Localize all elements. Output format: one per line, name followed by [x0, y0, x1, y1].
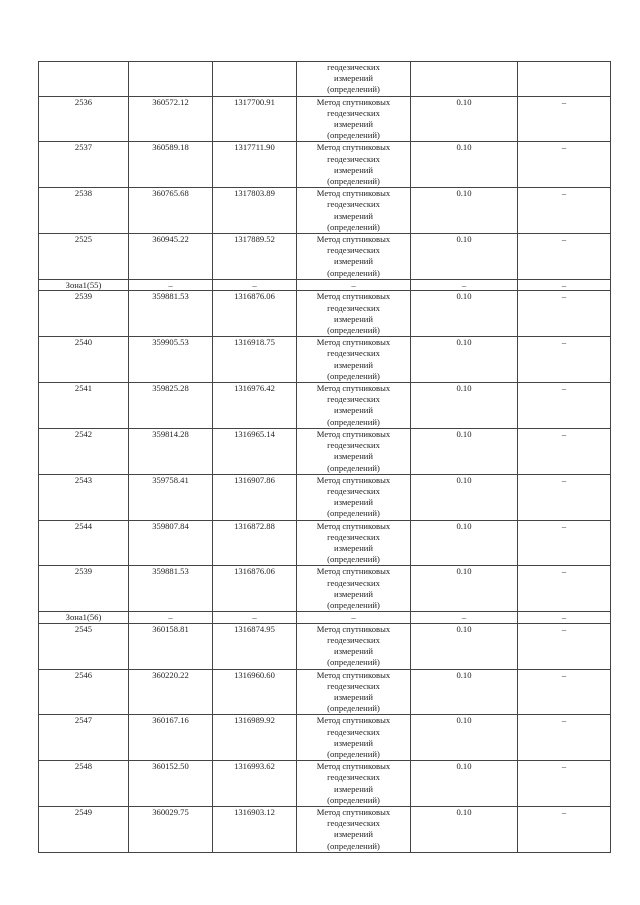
method-line: Метод спутниковых: [316, 291, 391, 302]
method-line: измерений: [333, 542, 374, 553]
method-line: Метод спутниковых: [316, 474, 391, 485]
accuracy-cell: 0.10: [411, 188, 518, 234]
table-row: [39, 623, 611, 669]
point-number-cell: 2544: [39, 520, 129, 566]
zone-dash-cell: –: [518, 612, 611, 624]
method-line: Метод спутниковых: [316, 337, 391, 348]
method-line: (определений): [327, 657, 380, 668]
table-row: [39, 337, 611, 383]
accuracy-cell: 0.10: [411, 428, 518, 474]
table-row: [39, 188, 611, 234]
x-coordinate-cell: 360152.50: [129, 761, 213, 807]
x-coordinate-cell: 360572.12: [129, 96, 213, 142]
point-cell: [39, 62, 129, 97]
accuracy-cell: 0.10: [411, 96, 518, 142]
method-line: геодезических: [327, 199, 380, 210]
method-cell: [297, 566, 411, 612]
method-cell: [297, 188, 411, 234]
table-row: [39, 761, 611, 807]
method-cell: [297, 474, 411, 520]
note-cell: –: [518, 337, 611, 383]
x-coordinate-cell: 359814.28: [129, 428, 213, 474]
method-line: Метод спутниковых: [316, 669, 391, 680]
note-cell: –: [518, 96, 611, 142]
x-coordinate-cell: 359881.53: [129, 566, 213, 612]
y-coordinate-cell: 1317889.52: [213, 234, 297, 280]
y-coordinate-cell: 1316918.75: [213, 337, 297, 383]
method-line: геодезических: [327, 440, 380, 451]
method-line: геодезических: [327, 680, 380, 691]
accuracy-cell: 0.10: [411, 142, 518, 188]
note-cell: –: [518, 669, 611, 715]
point-number-cell: 2543: [39, 474, 129, 520]
method-cell: [297, 142, 411, 188]
method-line: (определений): [327, 703, 380, 714]
table-row: [39, 715, 611, 761]
method-line: Метод спутниковых: [316, 96, 391, 107]
y-coordinate-cell: 1317711.90: [213, 142, 297, 188]
note-cell: –: [518, 806, 611, 852]
zone-dash-cell: –: [213, 612, 297, 624]
method-line: геодезических: [327, 153, 380, 164]
note-cell: –: [518, 761, 611, 807]
x-coordinate-cell: 360158.81: [129, 623, 213, 669]
method-line: (определений): [327, 794, 380, 805]
point-number-cell: 2546: [39, 669, 129, 715]
method-line: Метод спутниковых: [316, 806, 391, 817]
method-line: измерений: [333, 497, 374, 508]
method-line: (определений): [327, 84, 380, 95]
coordinates-table: [38, 61, 611, 853]
zone-dash-cell: –: [518, 279, 611, 291]
method-line: измерений: [333, 451, 374, 462]
accuracy-cell: 0.10: [411, 669, 518, 715]
zone-dash-cell: –: [297, 612, 411, 624]
point-number-cell: 2525: [39, 234, 129, 280]
y-coordinate-cell: 1316965.14: [213, 428, 297, 474]
table-row: [39, 474, 611, 520]
method-cell: [297, 669, 411, 715]
y-cell: [213, 62, 297, 97]
method-line: (определений): [327, 370, 380, 381]
y-coordinate-cell: 1317700.91: [213, 96, 297, 142]
table-row: [39, 806, 611, 852]
method-line: геодезических: [327, 394, 380, 405]
accuracy-cell: 0.10: [411, 383, 518, 429]
zone-dash-cell: –: [213, 279, 297, 291]
y-coordinate-cell: 1316876.06: [213, 291, 297, 337]
accuracy-cell: 0.10: [411, 806, 518, 852]
zone-row: [39, 279, 611, 291]
method-line: геодезических: [327, 634, 380, 645]
y-coordinate-cell: 1316874.95: [213, 623, 297, 669]
zone-label-cell: Зона1(55): [39, 279, 129, 291]
method-cell: [297, 62, 411, 97]
point-number-cell: 2536: [39, 96, 129, 142]
accuracy-cell: 0.10: [411, 566, 518, 612]
table-row: [39, 383, 611, 429]
note-cell: –: [518, 520, 611, 566]
method-line: (определений): [327, 599, 380, 610]
method-cell: [297, 806, 411, 852]
zone-label-cell: Зона1(56): [39, 612, 129, 624]
method-line: (определений): [327, 130, 380, 141]
method-line: Метод спутниковых: [316, 428, 391, 439]
table-row: [39, 291, 611, 337]
point-number-cell: 2537: [39, 142, 129, 188]
method-line: геодезических: [327, 772, 380, 783]
method-line: измерений: [333, 646, 374, 657]
x-coordinate-cell: 360765.68: [129, 188, 213, 234]
method-cell: [297, 715, 411, 761]
method-line: Метод спутниковых: [316, 383, 391, 394]
zone-dash-cell: –: [129, 612, 213, 624]
y-coordinate-cell: 1317803.89: [213, 188, 297, 234]
table-row: [39, 669, 611, 715]
method-line: (определений): [327, 462, 380, 473]
method-cell: [297, 291, 411, 337]
method-cell: [297, 337, 411, 383]
method-line: Метод спутниковых: [316, 142, 391, 153]
point-number-cell: 2540: [39, 337, 129, 383]
method-line: измерений: [333, 405, 374, 416]
table-row: [39, 234, 611, 280]
method-cell: [297, 520, 411, 566]
accuracy-cell: 0.10: [411, 715, 518, 761]
method-line: (определений): [327, 325, 380, 336]
x-coordinate-cell: 359881.53: [129, 291, 213, 337]
method-line: измерений: [333, 119, 374, 130]
method-line: измерений: [333, 256, 374, 267]
method-line: Метод спутниковых: [316, 520, 391, 531]
method-cell: [297, 428, 411, 474]
table-row: [39, 428, 611, 474]
method-line: (определений): [327, 221, 380, 232]
note-cell: –: [518, 291, 611, 337]
y-coordinate-cell: 1316903.12: [213, 806, 297, 852]
method-line: (определений): [327, 416, 380, 427]
method-line: измерений: [333, 313, 374, 324]
note-cell: –: [518, 428, 611, 474]
accuracy-cell: [411, 62, 518, 97]
note-cell: –: [518, 188, 611, 234]
x-coordinate-cell: 359807.84: [129, 520, 213, 566]
x-coordinate-cell: 359758.41: [129, 474, 213, 520]
point-number-cell: 2549: [39, 806, 129, 852]
method-line: геодезических: [327, 485, 380, 496]
y-coordinate-cell: 1316989.92: [213, 715, 297, 761]
method-cell: [297, 623, 411, 669]
x-coordinate-cell: 360220.22: [129, 669, 213, 715]
method-line: (определений): [327, 840, 380, 851]
note-cell: –: [518, 474, 611, 520]
note-cell: –: [518, 234, 611, 280]
zone-dash-cell: –: [129, 279, 213, 291]
method-line: измерений: [333, 588, 374, 599]
method-line: Метод спутниковых: [316, 188, 391, 199]
method-line: измерений: [333, 829, 374, 840]
note-cell: –: [518, 142, 611, 188]
point-number-cell: 2539: [39, 291, 129, 337]
accuracy-cell: 0.10: [411, 474, 518, 520]
method-line: измерений: [333, 73, 374, 84]
point-number-cell: 2547: [39, 715, 129, 761]
method-cell: [297, 96, 411, 142]
note-cell: –: [518, 383, 611, 429]
method-line: (определений): [327, 508, 380, 519]
accuracy-cell: 0.10: [411, 761, 518, 807]
method-line: измерений: [333, 737, 374, 748]
method-line: геодезических: [327, 62, 380, 72]
method-line: измерений: [333, 359, 374, 370]
method-line: Метод спутниковых: [316, 623, 391, 634]
y-coordinate-cell: 1316993.62: [213, 761, 297, 807]
zone-dash-cell: –: [411, 279, 518, 291]
y-coordinate-cell: 1316872.88: [213, 520, 297, 566]
accuracy-cell: 0.10: [411, 234, 518, 280]
method-line: геодезических: [327, 107, 380, 118]
method-line: геодезических: [327, 245, 380, 256]
accuracy-cell: 0.10: [411, 291, 518, 337]
accuracy-cell: 0.10: [411, 520, 518, 566]
method-cell: [297, 761, 411, 807]
y-coordinate-cell: 1316907.86: [213, 474, 297, 520]
table-body: [39, 62, 611, 853]
y-coordinate-cell: 1316960.60: [213, 669, 297, 715]
method-line: Метод спутниковых: [316, 761, 391, 772]
method-line: геодезических: [327, 531, 380, 542]
note-cell: –: [518, 566, 611, 612]
method-line: геодезических: [327, 348, 380, 359]
point-number-cell: 2542: [39, 428, 129, 474]
x-coordinate-cell: 359905.53: [129, 337, 213, 383]
method-line: (определений): [327, 267, 380, 278]
x-coordinate-cell: 360945.22: [129, 234, 213, 280]
method-cell: [297, 383, 411, 429]
method-line: Метод спутниковых: [316, 715, 391, 726]
method-line: геодезических: [327, 302, 380, 313]
method-line: измерений: [333, 164, 374, 175]
accuracy-cell: 0.10: [411, 623, 518, 669]
method-line: измерений: [333, 210, 374, 221]
method-line: измерений: [333, 783, 374, 794]
method-line: Метод спутниковых: [316, 566, 391, 577]
table-row: [39, 520, 611, 566]
point-number-cell: 2541: [39, 383, 129, 429]
x-cell: [129, 62, 213, 97]
zone-dash-cell: –: [411, 612, 518, 624]
zone-row: [39, 612, 611, 624]
continuation-row: [39, 62, 611, 97]
x-coordinate-cell: 359825.28: [129, 383, 213, 429]
point-number-cell: 2548: [39, 761, 129, 807]
method-line: (определений): [327, 176, 380, 187]
table-row: [39, 96, 611, 142]
method-cell: [297, 234, 411, 280]
table-row: [39, 142, 611, 188]
table-row: [39, 566, 611, 612]
note-cell: –: [518, 715, 611, 761]
x-coordinate-cell: 360589.18: [129, 142, 213, 188]
zone-dash-cell: –: [297, 279, 411, 291]
point-number-cell: 2538: [39, 188, 129, 234]
x-coordinate-cell: 360029.75: [129, 806, 213, 852]
note-cell: [518, 62, 611, 97]
y-coordinate-cell: 1316976.42: [213, 383, 297, 429]
method-line: (определений): [327, 554, 380, 565]
point-number-cell: 2539: [39, 566, 129, 612]
point-number-cell: 2545: [39, 623, 129, 669]
note-cell: –: [518, 623, 611, 669]
x-coordinate-cell: 360167.16: [129, 715, 213, 761]
y-coordinate-cell: 1316876.06: [213, 566, 297, 612]
method-line: геодезических: [327, 818, 380, 829]
method-line: геодезических: [327, 726, 380, 737]
method-line: (определений): [327, 748, 380, 759]
method-line: геодезических: [327, 577, 380, 588]
method-line: измерений: [333, 691, 374, 702]
accuracy-cell: 0.10: [411, 337, 518, 383]
method-line: Метод спутниковых: [316, 234, 391, 245]
